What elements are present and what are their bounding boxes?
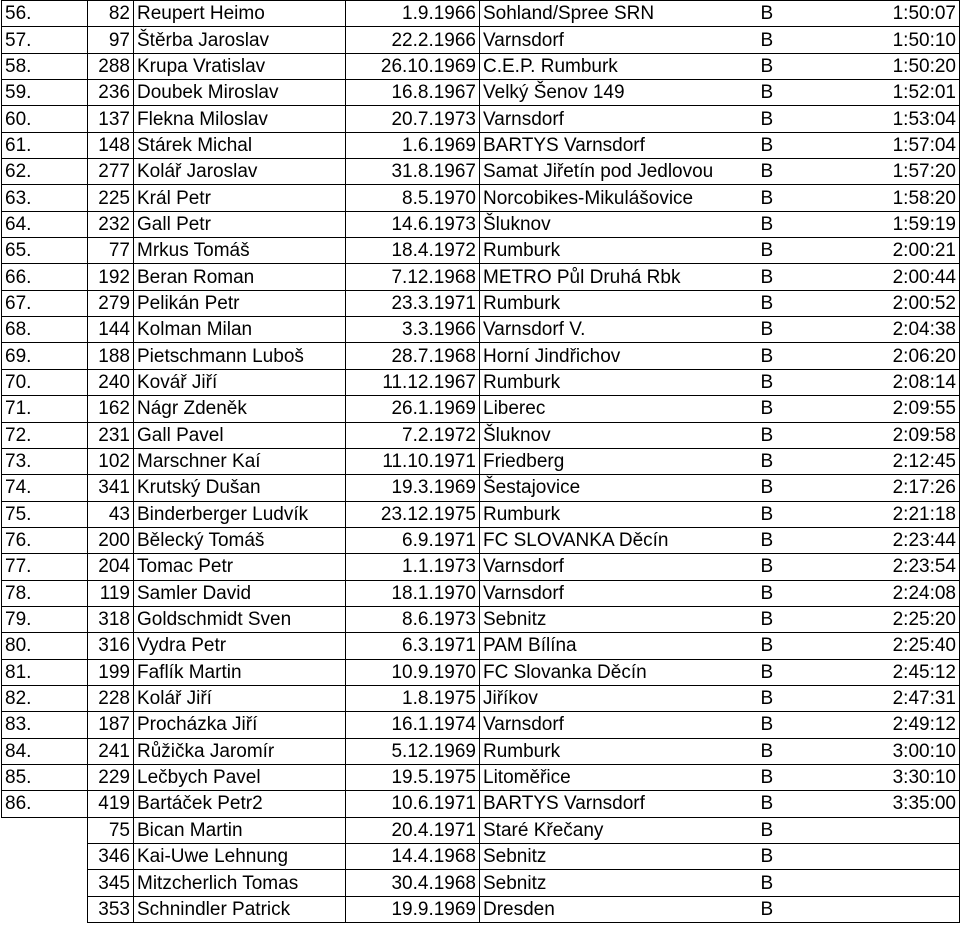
finish-time-cell: 2:12:45 xyxy=(848,448,960,474)
finish-time-cell: 1:50:10 xyxy=(848,27,960,53)
club-cell: Sohland/Spree SRN xyxy=(480,1,758,27)
club-cell: Varnsdorf V. xyxy=(480,317,758,343)
competitor-name-cell: Doubek Miroslav xyxy=(134,80,346,106)
birth-date-cell: 19.9.1969 xyxy=(346,896,480,922)
club-cell: Velký Šenov 149 xyxy=(480,80,758,106)
competitor-name-cell: Kai-Uwe Lehnung xyxy=(134,844,346,870)
club-cell: Friedberg xyxy=(480,448,758,474)
club-cell: Sebnitz xyxy=(480,844,758,870)
category-cell: B xyxy=(758,896,848,922)
bib-number-cell: 82 xyxy=(88,1,134,27)
category-cell: B xyxy=(758,685,848,711)
competitor-name-cell: Beran Roman xyxy=(134,264,346,290)
birth-date-cell: 30.4.1968 xyxy=(346,870,480,896)
table-row xyxy=(2,317,960,343)
competitor-name-cell: Procházka Jiří xyxy=(134,712,346,738)
competitor-name-cell: Kolář Jaroslav xyxy=(134,159,346,185)
category-cell: B xyxy=(758,317,848,343)
rank-cell: 80. xyxy=(2,633,88,659)
bib-number-cell: 192 xyxy=(88,264,134,290)
category-cell: B xyxy=(758,738,848,764)
category-cell: B xyxy=(758,106,848,132)
bib-number-cell: 225 xyxy=(88,185,134,211)
rank-cell: 79. xyxy=(2,606,88,632)
rank-cell: 59. xyxy=(2,80,88,106)
category-cell: B xyxy=(758,80,848,106)
finish-time-cell: 2:08:14 xyxy=(848,369,960,395)
finish-time-cell: 1:50:20 xyxy=(848,53,960,79)
bib-number-cell: 288 xyxy=(88,53,134,79)
finish-time-cell: 3:00:10 xyxy=(848,738,960,764)
bib-number-cell: 75 xyxy=(88,817,134,843)
rank-cell: 62. xyxy=(2,159,88,185)
rank-cell xyxy=(2,817,88,843)
table-row xyxy=(2,712,960,738)
birth-date-cell: 7.12.1968 xyxy=(346,264,480,290)
table-row xyxy=(2,53,960,79)
birth-date-cell: 19.5.1975 xyxy=(346,764,480,790)
results-body xyxy=(2,1,960,923)
bib-number-cell: 188 xyxy=(88,343,134,369)
table-row xyxy=(2,844,960,870)
category-cell: B xyxy=(758,580,848,606)
bib-number-cell: 119 xyxy=(88,580,134,606)
finish-time-cell xyxy=(848,896,960,922)
rank-cell: 68. xyxy=(2,317,88,343)
table-row xyxy=(2,738,960,764)
table-row xyxy=(2,527,960,553)
bib-number-cell: 204 xyxy=(88,554,134,580)
rank-cell: 61. xyxy=(2,132,88,158)
finish-time-cell: 1:59:19 xyxy=(848,211,960,237)
birth-date-cell: 1.6.1969 xyxy=(346,132,480,158)
birth-date-cell: 14.4.1968 xyxy=(346,844,480,870)
rank-cell: 60. xyxy=(2,106,88,132)
rank-cell: 75. xyxy=(2,501,88,527)
table-row xyxy=(2,185,960,211)
rank-cell: 85. xyxy=(2,764,88,790)
club-cell: PAM Bílína xyxy=(480,633,758,659)
rank-cell: 83. xyxy=(2,712,88,738)
competitor-name-cell: Kolář Jiří xyxy=(134,685,346,711)
bib-number-cell: 236 xyxy=(88,80,134,106)
competitor-name-cell: Bělecký Tomáš xyxy=(134,527,346,553)
finish-time-cell: 2:23:54 xyxy=(848,554,960,580)
competitor-name-cell: Bican Martin xyxy=(134,817,346,843)
category-cell: B xyxy=(758,185,848,211)
rank-cell: 70. xyxy=(2,369,88,395)
category-cell: B xyxy=(758,343,848,369)
birth-date-cell: 16.8.1967 xyxy=(346,80,480,106)
bib-number-cell: 97 xyxy=(88,27,134,53)
finish-time-cell: 2:23:44 xyxy=(848,527,960,553)
bib-number-cell: 346 xyxy=(88,844,134,870)
competitor-name-cell: Krupa Vratislav xyxy=(134,53,346,79)
birth-date-cell: 7.2.1972 xyxy=(346,422,480,448)
club-cell: Šestajovice xyxy=(480,475,758,501)
category-cell: B xyxy=(758,764,848,790)
birth-date-cell: 11.12.1967 xyxy=(346,369,480,395)
birth-date-cell: 20.7.1973 xyxy=(346,106,480,132)
rank-cell: 67. xyxy=(2,290,88,316)
bib-number-cell: 162 xyxy=(88,396,134,422)
rank-cell: 86. xyxy=(2,791,88,817)
competitor-name-cell: Marschner Kaí xyxy=(134,448,346,474)
finish-time-cell: 1:52:01 xyxy=(848,80,960,106)
competitor-name-cell: Gall Pavel xyxy=(134,422,346,448)
finish-time-cell: 2:25:40 xyxy=(848,633,960,659)
table-row xyxy=(2,159,960,185)
competitor-name-cell: Král Petr xyxy=(134,185,346,211)
birth-date-cell: 28.7.1968 xyxy=(346,343,480,369)
bib-number-cell: 353 xyxy=(88,896,134,922)
birth-date-cell: 8.6.1973 xyxy=(346,606,480,632)
bib-number-cell: 148 xyxy=(88,132,134,158)
rank-cell: 78. xyxy=(2,580,88,606)
birth-date-cell: 26.1.1969 xyxy=(346,396,480,422)
bib-number-cell: 231 xyxy=(88,422,134,448)
club-cell: Staré Křečany xyxy=(480,817,758,843)
rank-cell: 56. xyxy=(2,1,88,27)
table-row xyxy=(2,764,960,790)
club-cell: Rumburk xyxy=(480,238,758,264)
club-cell: BARTYS Varnsdorf xyxy=(480,132,758,158)
category-cell: B xyxy=(758,369,848,395)
finish-time-cell: 2:49:12 xyxy=(848,712,960,738)
table-row xyxy=(2,633,960,659)
table-row xyxy=(2,369,960,395)
club-cell: Sebnitz xyxy=(480,606,758,632)
finish-time-cell xyxy=(848,844,960,870)
finish-time-cell: 2:21:18 xyxy=(848,501,960,527)
finish-time-cell: 3:30:10 xyxy=(848,764,960,790)
competitor-name-cell: Tomac Petr xyxy=(134,554,346,580)
rank-cell: 72. xyxy=(2,422,88,448)
birth-date-cell: 22.2.1966 xyxy=(346,27,480,53)
table-row xyxy=(2,396,960,422)
competitor-name-cell: Goldschmidt Sven xyxy=(134,606,346,632)
finish-time-cell: 2:45:12 xyxy=(848,659,960,685)
finish-time-cell xyxy=(848,817,960,843)
table-row xyxy=(2,817,960,843)
birth-date-cell: 1.1.1973 xyxy=(346,554,480,580)
table-row xyxy=(2,1,960,27)
table-row xyxy=(2,554,960,580)
rank-cell: 57. xyxy=(2,27,88,53)
competitor-name-cell: Faflík Martin xyxy=(134,659,346,685)
table-row xyxy=(2,132,960,158)
bib-number-cell: 232 xyxy=(88,211,134,237)
rank-cell: 73. xyxy=(2,448,88,474)
club-cell: Litoměřice xyxy=(480,764,758,790)
category-cell: B xyxy=(758,817,848,843)
finish-time-cell: 1:50:07 xyxy=(848,1,960,27)
category-cell: B xyxy=(758,606,848,632)
finish-time-cell: 1:57:04 xyxy=(848,132,960,158)
rank-cell: 81. xyxy=(2,659,88,685)
bib-number-cell: 144 xyxy=(88,317,134,343)
bib-number-cell: 241 xyxy=(88,738,134,764)
club-cell: Šluknov xyxy=(480,211,758,237)
club-cell: FC SLOVANKA Děcín xyxy=(480,527,758,553)
bib-number-cell: 199 xyxy=(88,659,134,685)
bib-number-cell: 279 xyxy=(88,290,134,316)
birth-date-cell: 8.5.1970 xyxy=(346,185,480,211)
table-row xyxy=(2,343,960,369)
category-cell: B xyxy=(758,264,848,290)
table-row xyxy=(2,27,960,53)
birth-date-cell: 6.3.1971 xyxy=(346,633,480,659)
rank-cell: 71. xyxy=(2,396,88,422)
finish-time-cell: 2:09:58 xyxy=(848,422,960,448)
competitor-name-cell: Vydra Petr xyxy=(134,633,346,659)
rank-cell: 82. xyxy=(2,685,88,711)
birth-date-cell: 20.4.1971 xyxy=(346,817,480,843)
birth-date-cell: 31.8.1967 xyxy=(346,159,480,185)
bib-number-cell: 229 xyxy=(88,764,134,790)
finish-time-cell: 2:04:38 xyxy=(848,317,960,343)
category-cell: B xyxy=(758,211,848,237)
competitor-name-cell: Lečbych Pavel xyxy=(134,764,346,790)
category-cell: B xyxy=(758,712,848,738)
competitor-name-cell: Kolman Milan xyxy=(134,317,346,343)
bib-number-cell: 419 xyxy=(88,791,134,817)
table-row xyxy=(2,606,960,632)
rank-cell: 66. xyxy=(2,264,88,290)
table-row xyxy=(2,211,960,237)
bib-number-cell: 316 xyxy=(88,633,134,659)
birth-date-cell: 23.3.1971 xyxy=(346,290,480,316)
bib-number-cell: 102 xyxy=(88,448,134,474)
club-cell: Norcobikes-Mikulášovice xyxy=(480,185,758,211)
bib-number-cell: 187 xyxy=(88,712,134,738)
club-cell: Liberec xyxy=(480,396,758,422)
category-cell: B xyxy=(758,422,848,448)
rank-cell: 77. xyxy=(2,554,88,580)
table-row xyxy=(2,870,960,896)
finish-time-cell: 1:57:20 xyxy=(848,159,960,185)
finish-time-cell: 2:47:31 xyxy=(848,685,960,711)
finish-time-cell: 1:53:04 xyxy=(848,106,960,132)
competitor-name-cell: Mitzcherlich Tomas xyxy=(134,870,346,896)
finish-time-cell: 2:00:21 xyxy=(848,238,960,264)
bib-number-cell: 345 xyxy=(88,870,134,896)
finish-time-cell: 2:00:44 xyxy=(848,264,960,290)
rank-cell: 76. xyxy=(2,527,88,553)
table-row xyxy=(2,659,960,685)
bib-number-cell: 240 xyxy=(88,369,134,395)
club-cell: Dresden xyxy=(480,896,758,922)
competitor-name-cell: Štěrba Jaroslav xyxy=(134,27,346,53)
birth-date-cell: 26.10.1969 xyxy=(346,53,480,79)
birth-date-cell: 10.6.1971 xyxy=(346,791,480,817)
club-cell: FC Slovanka Děcín xyxy=(480,659,758,685)
finish-time-cell: 2:06:20 xyxy=(848,343,960,369)
category-cell: B xyxy=(758,448,848,474)
competitor-name-cell: Binderberger Ludvík xyxy=(134,501,346,527)
club-cell: Varnsdorf xyxy=(480,580,758,606)
rank-cell: 65. xyxy=(2,238,88,264)
category-cell: B xyxy=(758,475,848,501)
finish-time-cell: 2:00:52 xyxy=(848,290,960,316)
table-row xyxy=(2,422,960,448)
birth-date-cell: 10.9.1970 xyxy=(346,659,480,685)
table-row xyxy=(2,896,960,922)
competitor-name-cell: Stárek Michal xyxy=(134,132,346,158)
club-cell: Rumburk xyxy=(480,290,758,316)
club-cell: METRO Půl Druhá Rbk xyxy=(480,264,758,290)
rank-cell: 63. xyxy=(2,185,88,211)
rank-cell xyxy=(2,896,88,922)
competitor-name-cell: Kovář Jiří xyxy=(134,369,346,395)
birth-date-cell: 23.12.1975 xyxy=(346,501,480,527)
rank-cell: 69. xyxy=(2,343,88,369)
club-cell: Šluknov xyxy=(480,422,758,448)
bib-number-cell: 277 xyxy=(88,159,134,185)
category-cell: B xyxy=(758,554,848,580)
table-row xyxy=(2,448,960,474)
competitor-name-cell: Krutský Dušan xyxy=(134,475,346,501)
bib-number-cell: 318 xyxy=(88,606,134,632)
club-cell: Varnsdorf xyxy=(480,712,758,738)
bib-number-cell: 200 xyxy=(88,527,134,553)
competitor-name-cell: Nágr Zdeněk xyxy=(134,396,346,422)
bib-number-cell: 341 xyxy=(88,475,134,501)
competitor-name-cell: Gall Petr xyxy=(134,211,346,237)
finish-time-cell: 2:24:08 xyxy=(848,580,960,606)
club-cell: BARTYS Varnsdorf xyxy=(480,791,758,817)
category-cell: B xyxy=(758,870,848,896)
club-cell: Varnsdorf xyxy=(480,27,758,53)
birth-date-cell: 11.10.1971 xyxy=(346,448,480,474)
club-cell: Jiříkov xyxy=(480,685,758,711)
table-row xyxy=(2,475,960,501)
table-row xyxy=(2,80,960,106)
rank-cell xyxy=(2,870,88,896)
category-cell: B xyxy=(758,132,848,158)
club-cell: C.E.P. Rumburk xyxy=(480,53,758,79)
rank-cell: 74. xyxy=(2,475,88,501)
bib-number-cell: 43 xyxy=(88,501,134,527)
category-cell: B xyxy=(758,633,848,659)
category-cell: B xyxy=(758,27,848,53)
birth-date-cell: 1.9.1966 xyxy=(346,1,480,27)
table-row xyxy=(2,264,960,290)
birth-date-cell: 18.4.1972 xyxy=(346,238,480,264)
category-cell: B xyxy=(758,396,848,422)
competitor-name-cell: Samler David xyxy=(134,580,346,606)
category-cell: B xyxy=(758,290,848,316)
birth-date-cell: 6.9.1971 xyxy=(346,527,480,553)
category-cell: B xyxy=(758,527,848,553)
club-cell: Varnsdorf xyxy=(480,554,758,580)
competitor-name-cell: Růžička Jaromír xyxy=(134,738,346,764)
competitor-name-cell: Pelikán Petr xyxy=(134,290,346,316)
birth-date-cell: 1.8.1975 xyxy=(346,685,480,711)
category-cell: B xyxy=(758,844,848,870)
category-cell: B xyxy=(758,501,848,527)
table-row xyxy=(2,685,960,711)
birth-date-cell: 14.6.1973 xyxy=(346,211,480,237)
club-cell: Rumburk xyxy=(480,369,758,395)
birth-date-cell: 19.3.1969 xyxy=(346,475,480,501)
club-cell: Horní Jindřichov xyxy=(480,343,758,369)
table-row xyxy=(2,106,960,132)
finish-time-cell: 2:25:20 xyxy=(848,606,960,632)
category-cell: B xyxy=(758,791,848,817)
bib-number-cell: 137 xyxy=(88,106,134,132)
competitor-name-cell: Pietschmann Luboš xyxy=(134,343,346,369)
club-cell: Rumburk xyxy=(480,501,758,527)
rank-cell xyxy=(2,844,88,870)
competitor-name-cell: Schnindler Patrick xyxy=(134,896,346,922)
birth-date-cell: 5.12.1969 xyxy=(346,738,480,764)
finish-time-cell: 1:58:20 xyxy=(848,185,960,211)
bib-number-cell: 77 xyxy=(88,238,134,264)
club-cell: Rumburk xyxy=(480,738,758,764)
club-cell: Varnsdorf xyxy=(480,106,758,132)
category-cell: B xyxy=(758,53,848,79)
category-cell: B xyxy=(758,1,848,27)
club-cell: Sebnitz xyxy=(480,870,758,896)
rank-cell: 58. xyxy=(2,53,88,79)
table-row xyxy=(2,238,960,264)
bib-number-cell: 228 xyxy=(88,685,134,711)
category-cell: B xyxy=(758,159,848,185)
table-row xyxy=(2,791,960,817)
birth-date-cell: 3.3.1966 xyxy=(346,317,480,343)
table-row xyxy=(2,580,960,606)
finish-time-cell: 2:09:55 xyxy=(848,396,960,422)
competitor-name-cell: Flekna Miloslav xyxy=(134,106,346,132)
results-table xyxy=(1,0,960,923)
competitor-name-cell: Mrkus Tomáš xyxy=(134,238,346,264)
club-cell: Samat Jiřetín pod Jedlovou xyxy=(480,159,758,185)
rank-cell: 64. xyxy=(2,211,88,237)
table-row xyxy=(2,290,960,316)
table-row xyxy=(2,501,960,527)
competitor-name-cell: Bartáček Petr2 xyxy=(134,791,346,817)
category-cell: B xyxy=(758,659,848,685)
competitor-name-cell: Reupert Heimo xyxy=(134,1,346,27)
category-cell: B xyxy=(758,238,848,264)
finish-time-cell: 3:35:00 xyxy=(848,791,960,817)
birth-date-cell: 16.1.1974 xyxy=(346,712,480,738)
finish-time-cell: 2:17:26 xyxy=(848,475,960,501)
rank-cell: 84. xyxy=(2,738,88,764)
finish-time-cell xyxy=(848,870,960,896)
birth-date-cell: 18.1.1970 xyxy=(346,580,480,606)
